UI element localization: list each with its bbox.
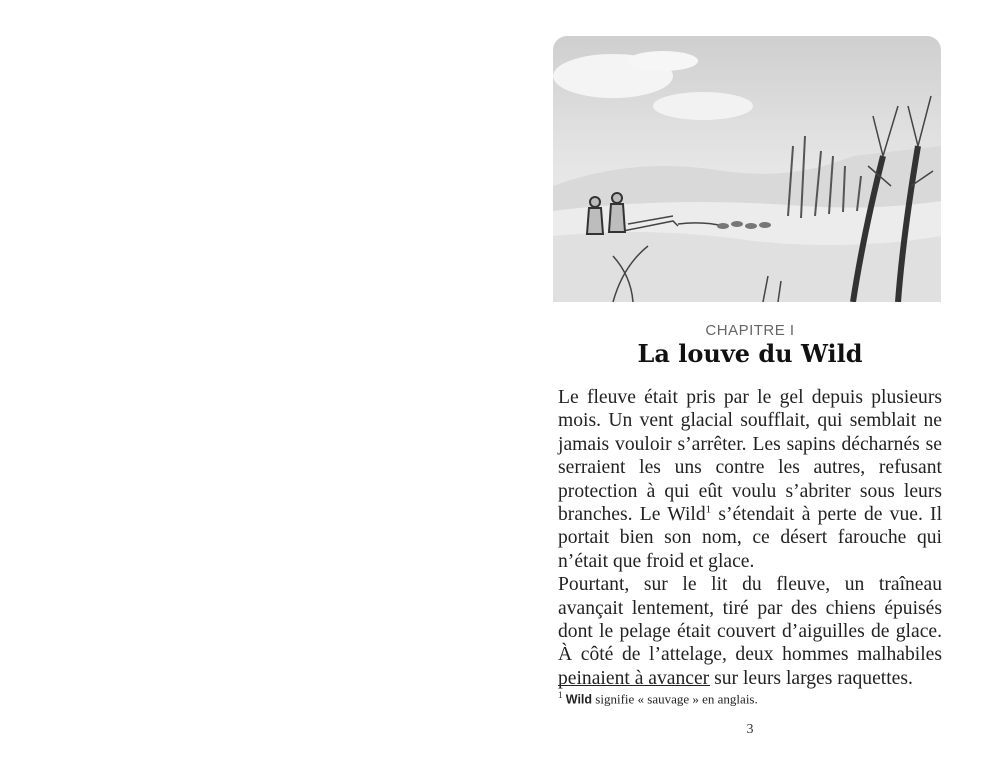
paragraph-2: Pourtant, sur le lit du fleuve, un traîneau avançait lentement, tiré par des chiens épuisés dont le pelage était couvert d’aiguilles de glace. À côté de l’attelage, deux hommes malhabiles peinaient à avancer sur leurs larges raquettes.: [558, 574, 942, 689]
footnote: [558, 690, 942, 707]
chapter-body-text: [558, 386, 942, 690]
footnote-term: Wild: [565, 692, 593, 707]
page-number: 3: [746, 722, 754, 737]
chapter-label: CHAPITRE I: [705, 322, 795, 339]
footnote-marker: 1: [558, 690, 563, 700]
footnote-text: signifie « sauvage » en anglais.: [592, 691, 758, 707]
footnote-reference: 1: [705, 503, 712, 516]
paragraph-1-text-end: s’étendait à perte de vue. Il portait bien son nom, ce désert farouche qui n’était que froid et glace.: [558, 504, 943, 572]
paragraph-1: [558, 386, 942, 573]
chapter-title: La louve du Wild: [637, 339, 863, 368]
footnote-divider: [558, 685, 710, 686]
winter-sled-illustration: [553, 36, 941, 302]
paragraph-1-text-start: Le fleuve était pris par le gel depuis plusieurs mois. Un vent glacial soufflait, qui semblait ne jamais vouloir s’arrêter. Les sapins décharnés se serraient les uns contre les autres, refusant protection à qui eût voulu s’abriter sous leurs branches. Le Wild: [558, 387, 942, 526]
